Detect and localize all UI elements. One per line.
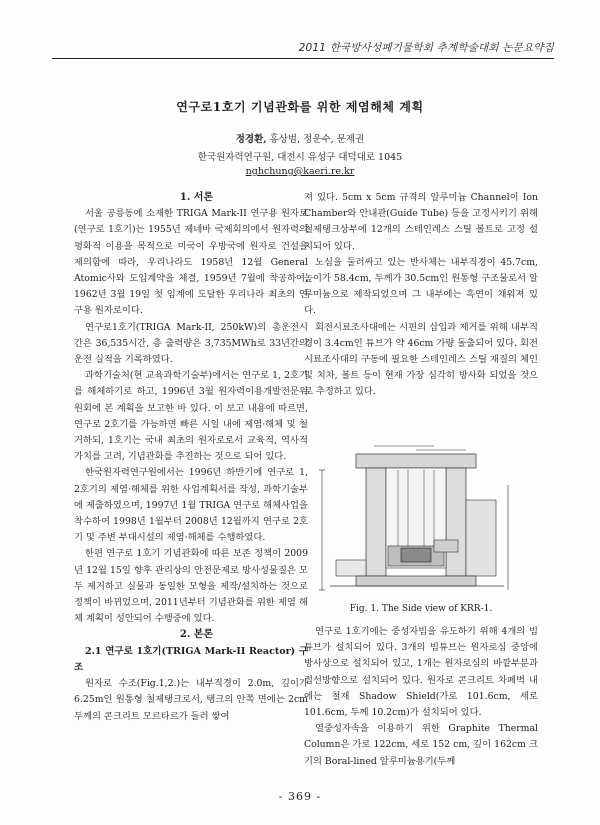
- authors: [0, 131, 600, 145]
- figure-caption: Fig. 1. The Side view of KRR-1.: [349, 604, 493, 614]
- running-head: 2011 한국방사성폐기물학회 추계학술대회 논문요약집: [298, 42, 554, 54]
- paragraph: 한국원자력연구원에서는 1996년 하반기에 연구로 1, 2호기의 제염·해체를 위한 사업계획서를 작성, 과학기술부에 제출하였으며, 1997년 1월 TRIGA 연구로 해체사업을 착수하여 1998년 1월부터 2008년 12월까지 연구로 2호기 및 주변 부대시설의 제염·해체를 수행하였다.: [74, 467, 308, 544]
- paper-title: 연구로1호기 기념관화를 위한 제염해체 계획: [176, 100, 424, 114]
- right-column-lower: [304, 624, 538, 770]
- email: [0, 166, 600, 177]
- right-column: [304, 190, 538, 401]
- paragraph: 서울 공릉동에 소재한 TRIGA Mark-II 연구용 원자로(연구로 1호기)는 1955년 제네바 국제회의에서 원자력의 평화적 이용을 목적으로 미국이 우방국에 원자로 건설을 제의함에 따라, 우리나라도 1958년 12월 General Atomic사와 도입계약을 체결, 1959년 7월에 착공하여, 1962년 3월 19일 첫 임계에 도달한 우리나라 최초의 연구용 원자로이다.: [74, 208, 308, 317]
- paragraph: 한편 연구로 1호기 기념관화에 따른 보존 정책이 2009년 12월 15일 향후 관리상의 안전문제로 방사성물질은 모두 제거하고 실물과 동일한 모형을 제작/설치하는 것으로 정책이 바뀌었으며, 2011년부터 기념관화를 위한 제염 해체 계획이 성안되어 수행중에 있다.: [74, 548, 308, 625]
- paragraph: 연구로 1호기에는 중성자빔을 유도하기 위해 4개의 빔튜브가 설치되어 있다. 3개의 빔튜브는 원자로심 중앙에 방사상으로 설치되어 있고, 1개는 원자로심의 바깥부분과 접선방향으로 설치되어 있다. 원자로 콘크리트 차폐벽 내에는 철재 Shadow Shield(가로 101.6cm, 세로 101.6cm, 두께 10.2cm)가 설치되어 있다.: [304, 626, 538, 719]
- subsection-heading: 2.1 연구로 1호기(TRIGA Mark-II Reactor) 구조: [74, 645, 308, 673]
- header-rule: [52, 58, 554, 59]
- paragraph: 과학기술처(현 교육과학기술부)에서는 연구로 1, 2호기를 해체하기로 하고, 1996년 3월 원자력이용개발전문위원회에 본 계획을 보고한 바 있다. 이 보고 내용에 따르면, 연구로 2호기를 가능하면 빠른 시일 내에 제염·해체 및 철거하되, 1호기는 국내 최초의 원자로로서 교육적, 역사적 가치를 고려, 기념관화를 추진하는 것으로 되어 있다.: [74, 370, 308, 463]
- email-link[interactable]: nghchung@kaeri.re.kr: [245, 166, 355, 177]
- section-heading-intro: 1. 서론: [179, 192, 214, 203]
- page-number: - 369 -: [278, 790, 322, 803]
- affiliation: 한국원자력연구원, 대전시 유성구 대덕대로 1045: [197, 152, 403, 163]
- left-column: [74, 190, 308, 725]
- reactor-side-view-figure: [316, 440, 516, 600]
- reactor-drawing: [316, 440, 516, 600]
- paragraph: 연구로1호기(TRIGA Mark-II, 250kW)의 총운전시간은 36,535시간, 총 출력량은 3,735MWh로 33년간의 운전 실적을 기록하였다.: [74, 321, 308, 366]
- paragraph: 회전시료조사대에는 시편의 삽입과 제거를 위해 내부직경이 3.4cm인 튜브가 약 46cm 가량 돌출되어 있다. 회전시료조사대의 구동에 필요한 스테인레스 스틸 재질의 체인 및 치차, 볼트 등이 현재 가장 심각히 방사화 되었을 것으로 추정하고 있다.: [304, 321, 538, 398]
- lead-author: 정경환,: [235, 134, 267, 145]
- paragraph: 노심을 둘러싸고 있는 반사체는 내부직경이 45.7cm, 높이가 58.4cm, 두께가 30.5cm인 원통형 구조물로서 알루미늄으로 제작되었으며 그 내부에는 흑연이 채워져 있다.: [304, 256, 538, 317]
- paragraph: 원자로 수조(Fig.1,2.)는 내부직경이 2.0m, 깊이가 6.25m인 원통형 철제탱크로서, 탱크의 안쪽 면에는 2cm 두께의 콘크리트 모르타르가 들러 쌓여: [74, 678, 308, 722]
- paragraph: 열중성자속을 이용하기 위한 Graphite Thermal Column은 가로 122cm, 세로 152 cm, 깊이 162cm 크기의 Boral-lined 알루미늄용기(두께: [304, 723, 538, 767]
- co-authors: 홍상범, 정운수, 문제권: [266, 134, 365, 145]
- paragraph: 져 있다. 5cm x 5cm 규격의 알루미늄 Channel이 Ion Chamber와 안내관(Guide Tube) 등을 고정시키기 위해 철제탱크상부에 12개의 스테인레스 스틸 볼트로 고정 설치되어 있다.: [304, 192, 538, 252]
- section-heading-body: 2. 본론: [179, 629, 214, 641]
